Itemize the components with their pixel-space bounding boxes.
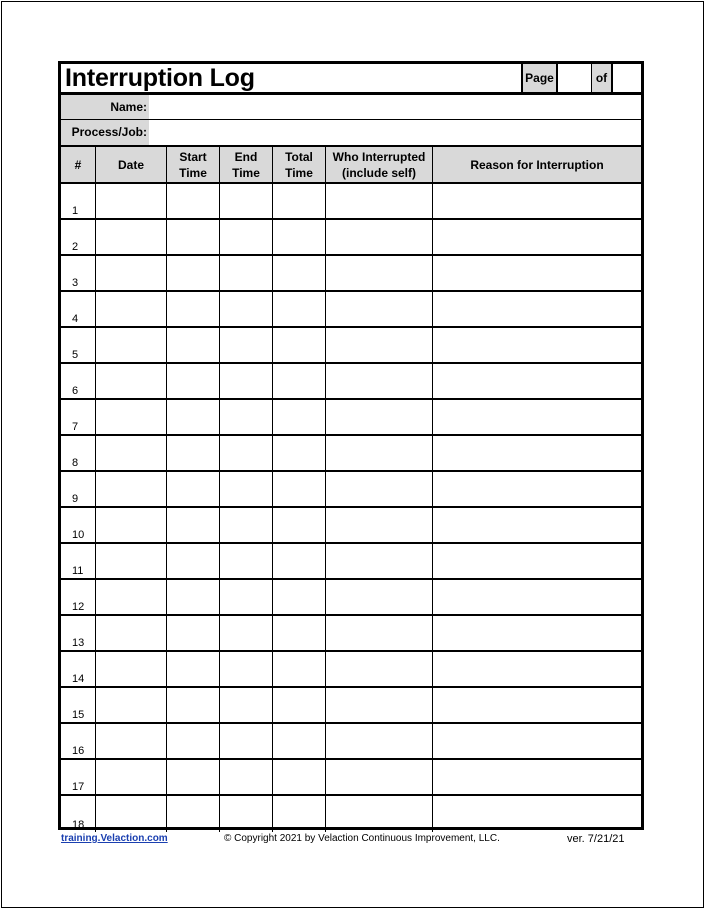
cell-start-time[interactable]	[166, 436, 219, 470]
row-number: 7	[72, 421, 79, 433]
process-job-field[interactable]	[149, 120, 641, 145]
cell-start-time[interactable]	[166, 580, 219, 614]
cell-who-interrupted[interactable]	[325, 184, 432, 218]
cell-total-time[interactable]	[272, 616, 325, 650]
cell-reason[interactable]	[432, 724, 641, 758]
cell-number	[61, 400, 95, 434]
cell-end-time[interactable]	[219, 724, 272, 758]
table-row	[61, 328, 641, 364]
cell-date[interactable]	[95, 400, 166, 434]
table-row	[61, 580, 641, 616]
title-row	[61, 64, 641, 95]
cell-reason[interactable]	[432, 256, 641, 290]
cell-date[interactable]	[95, 364, 166, 398]
cell-start-time[interactable]	[166, 400, 219, 434]
cell-number	[61, 616, 95, 650]
cell-total-time[interactable]	[272, 508, 325, 542]
cell-start-time[interactable]	[166, 292, 219, 326]
cell-end-time[interactable]	[219, 580, 272, 614]
cell-number	[61, 544, 95, 578]
cell-who-interrupted[interactable]	[325, 616, 432, 650]
cell-date[interactable]	[95, 436, 166, 470]
cell-end-time[interactable]	[219, 292, 272, 326]
cell-date[interactable]	[95, 652, 166, 686]
cell-end-time[interactable]	[219, 256, 272, 290]
name-field[interactable]	[149, 95, 641, 119]
col-header-date: Date	[95, 147, 166, 182]
cell-number	[61, 724, 95, 758]
cell-end-time[interactable]	[219, 472, 272, 506]
table-row	[61, 508, 641, 544]
table-row	[61, 292, 641, 328]
cell-reason[interactable]	[432, 796, 641, 832]
cell-date[interactable]	[95, 328, 166, 362]
cell-date[interactable]	[95, 544, 166, 578]
cell-who-interrupted[interactable]	[325, 472, 432, 506]
form-title: Interruption Log	[65, 64, 255, 92]
cell-who-interrupted[interactable]	[325, 796, 432, 832]
cell-who-interrupted[interactable]	[325, 652, 432, 686]
cell-total-time[interactable]	[272, 220, 325, 254]
cell-who-interrupted[interactable]	[325, 328, 432, 362]
cell-start-time[interactable]	[166, 256, 219, 290]
table-row	[61, 652, 641, 688]
cell-start-time[interactable]	[166, 220, 219, 254]
cell-start-time[interactable]	[166, 364, 219, 398]
cell-number	[61, 184, 95, 218]
cell-reason[interactable]	[432, 760, 641, 794]
cell-start-time[interactable]	[166, 616, 219, 650]
cell-end-time[interactable]	[219, 328, 272, 362]
cell-end-time[interactable]	[219, 760, 272, 794]
cell-total-time[interactable]	[272, 436, 325, 470]
cell-end-time[interactable]	[219, 508, 272, 542]
cell-who-interrupted[interactable]	[325, 508, 432, 542]
row-number: 6	[72, 385, 79, 397]
row-number: 4	[72, 313, 79, 325]
cell-reason[interactable]	[432, 652, 641, 686]
row-number: 12	[72, 601, 85, 613]
row-number: 13	[72, 637, 85, 649]
cell-end-time[interactable]	[219, 364, 272, 398]
cell-number	[61, 472, 95, 506]
row-number: 5	[72, 349, 79, 361]
table-row	[61, 220, 641, 256]
cell-date[interactable]	[95, 724, 166, 758]
cell-reason[interactable]	[432, 220, 641, 254]
cell-number	[61, 580, 95, 614]
cell-total-time[interactable]	[272, 652, 325, 686]
cell-date[interactable]	[95, 220, 166, 254]
cell-date[interactable]	[95, 616, 166, 650]
cell-who-interrupted[interactable]	[325, 760, 432, 794]
row-number: 8	[72, 457, 79, 469]
cell-date[interactable]	[95, 508, 166, 542]
cell-reason[interactable]	[432, 292, 641, 326]
cell-start-time[interactable]	[166, 796, 219, 832]
cell-start-time[interactable]	[166, 688, 219, 722]
cell-start-time[interactable]	[166, 184, 219, 218]
table-row	[61, 688, 641, 724]
table-row	[61, 184, 641, 220]
cell-end-time[interactable]	[219, 796, 272, 832]
col-header-number: #	[74, 157, 82, 172]
cell-date[interactable]	[95, 472, 166, 506]
col-header-total-time: Total Time	[272, 147, 325, 182]
cell-number	[61, 220, 95, 254]
page-label: Page	[521, 64, 556, 92]
cell-total-time[interactable]	[272, 472, 325, 506]
col-header-reason: Reason for Interruption	[432, 147, 641, 182]
cell-end-time[interactable]	[219, 616, 272, 650]
cell-number	[61, 760, 95, 794]
cell-total-time[interactable]	[272, 724, 325, 758]
table-row	[61, 364, 641, 400]
cell-end-time[interactable]	[219, 400, 272, 434]
cell-total-time[interactable]	[272, 400, 325, 434]
cell-number	[61, 652, 95, 686]
table-row	[61, 400, 641, 436]
cell-total-time[interactable]	[272, 184, 325, 218]
copyright-text: © Copyright 2021 by Velaction Continuous Improvement, LLC.	[224, 833, 500, 844]
cell-who-interrupted[interactable]	[325, 256, 432, 290]
name-row	[61, 95, 641, 120]
cell-end-time[interactable]	[219, 652, 272, 686]
cell-number	[61, 688, 95, 722]
cell-total-time[interactable]	[272, 760, 325, 794]
cell-reason[interactable]	[432, 544, 641, 578]
cell-total-time[interactable]	[272, 328, 325, 362]
col-header-who-interrupted: Who Interrupted (include self)	[325, 147, 432, 182]
row-number: 2	[72, 241, 79, 253]
cell-start-time[interactable]	[166, 760, 219, 794]
cell-number	[61, 436, 95, 470]
cell-number	[61, 328, 95, 362]
cell-reason[interactable]	[432, 400, 641, 434]
page-number-field[interactable]	[556, 64, 591, 92]
cell-reason[interactable]	[432, 688, 641, 722]
cell-reason[interactable]	[432, 616, 641, 650]
cell-who-interrupted[interactable]	[325, 580, 432, 614]
cell-total-time[interactable]	[272, 688, 325, 722]
cell-number	[61, 796, 95, 832]
cell-total-time[interactable]	[272, 580, 325, 614]
table-row	[61, 616, 641, 652]
version-text: ver. 7/21/21	[567, 833, 625, 845]
col-header-end-time: End Time	[219, 147, 272, 182]
cell-start-time[interactable]	[166, 652, 219, 686]
table-row	[61, 256, 641, 292]
cell-who-interrupted[interactable]	[325, 724, 432, 758]
cell-reason[interactable]	[432, 580, 641, 614]
cell-who-interrupted[interactable]	[325, 400, 432, 434]
cell-reason[interactable]	[432, 436, 641, 470]
cell-total-time[interactable]	[272, 544, 325, 578]
cell-number	[61, 292, 95, 326]
process-row	[61, 120, 641, 145]
row-number: 10	[72, 529, 85, 541]
table-row	[61, 760, 641, 796]
page-total-field[interactable]	[611, 64, 641, 92]
cell-reason[interactable]	[432, 328, 641, 362]
cell-reason[interactable]	[432, 364, 641, 398]
cell-total-time[interactable]	[272, 292, 325, 326]
cell-date[interactable]	[95, 796, 166, 832]
cell-end-time[interactable]	[219, 688, 272, 722]
cell-who-interrupted[interactable]	[325, 292, 432, 326]
cell-total-time[interactable]	[272, 256, 325, 290]
training-link[interactable]: training.Velaction.com	[61, 833, 168, 844]
cell-date[interactable]	[95, 580, 166, 614]
cell-end-time[interactable]	[219, 184, 272, 218]
row-number: 3	[72, 277, 79, 289]
row-number: 18	[72, 819, 85, 831]
interruption-log-form	[58, 61, 644, 830]
process-job-label: Process/Job:	[61, 120, 149, 145]
cell-start-time[interactable]	[166, 508, 219, 542]
col-header-start-time: Start Time	[166, 147, 219, 182]
table-header	[61, 145, 641, 184]
of-label: of	[591, 64, 611, 92]
cell-who-interrupted[interactable]	[325, 364, 432, 398]
row-number: 9	[72, 493, 79, 505]
row-number: 15	[72, 709, 85, 721]
cell-date[interactable]	[95, 184, 166, 218]
cell-date[interactable]	[95, 256, 166, 290]
table-row	[61, 544, 641, 580]
cell-who-interrupted[interactable]	[325, 688, 432, 722]
row-number: 16	[72, 745, 85, 757]
cell-end-time[interactable]	[219, 436, 272, 470]
cell-who-interrupted[interactable]	[325, 544, 432, 578]
cell-number	[61, 256, 95, 290]
cell-end-time[interactable]	[219, 544, 272, 578]
row-number: 14	[72, 673, 85, 685]
cell-who-interrupted[interactable]	[325, 436, 432, 470]
row-number: 11	[72, 565, 84, 577]
cell-start-time[interactable]	[166, 724, 219, 758]
name-label: Name:	[61, 95, 149, 119]
cell-reason[interactable]	[432, 508, 641, 542]
cell-date[interactable]	[95, 688, 166, 722]
cell-start-time[interactable]	[166, 472, 219, 506]
cell-total-time[interactable]	[272, 796, 325, 832]
table-row	[61, 436, 641, 472]
cell-date[interactable]	[95, 760, 166, 794]
cell-reason[interactable]	[432, 472, 641, 506]
row-number: 1	[72, 205, 79, 217]
cell-reason[interactable]	[432, 184, 641, 218]
cell-start-time[interactable]	[166, 544, 219, 578]
table-row	[61, 796, 641, 832]
cell-number	[61, 508, 95, 542]
cell-date[interactable]	[95, 292, 166, 326]
row-number: 17	[72, 781, 85, 793]
table-row	[61, 724, 641, 760]
cell-start-time[interactable]	[166, 328, 219, 362]
table-row	[61, 472, 641, 508]
cell-number	[61, 364, 95, 398]
cell-end-time[interactable]	[219, 220, 272, 254]
cell-total-time[interactable]	[272, 364, 325, 398]
cell-who-interrupted[interactable]	[325, 220, 432, 254]
